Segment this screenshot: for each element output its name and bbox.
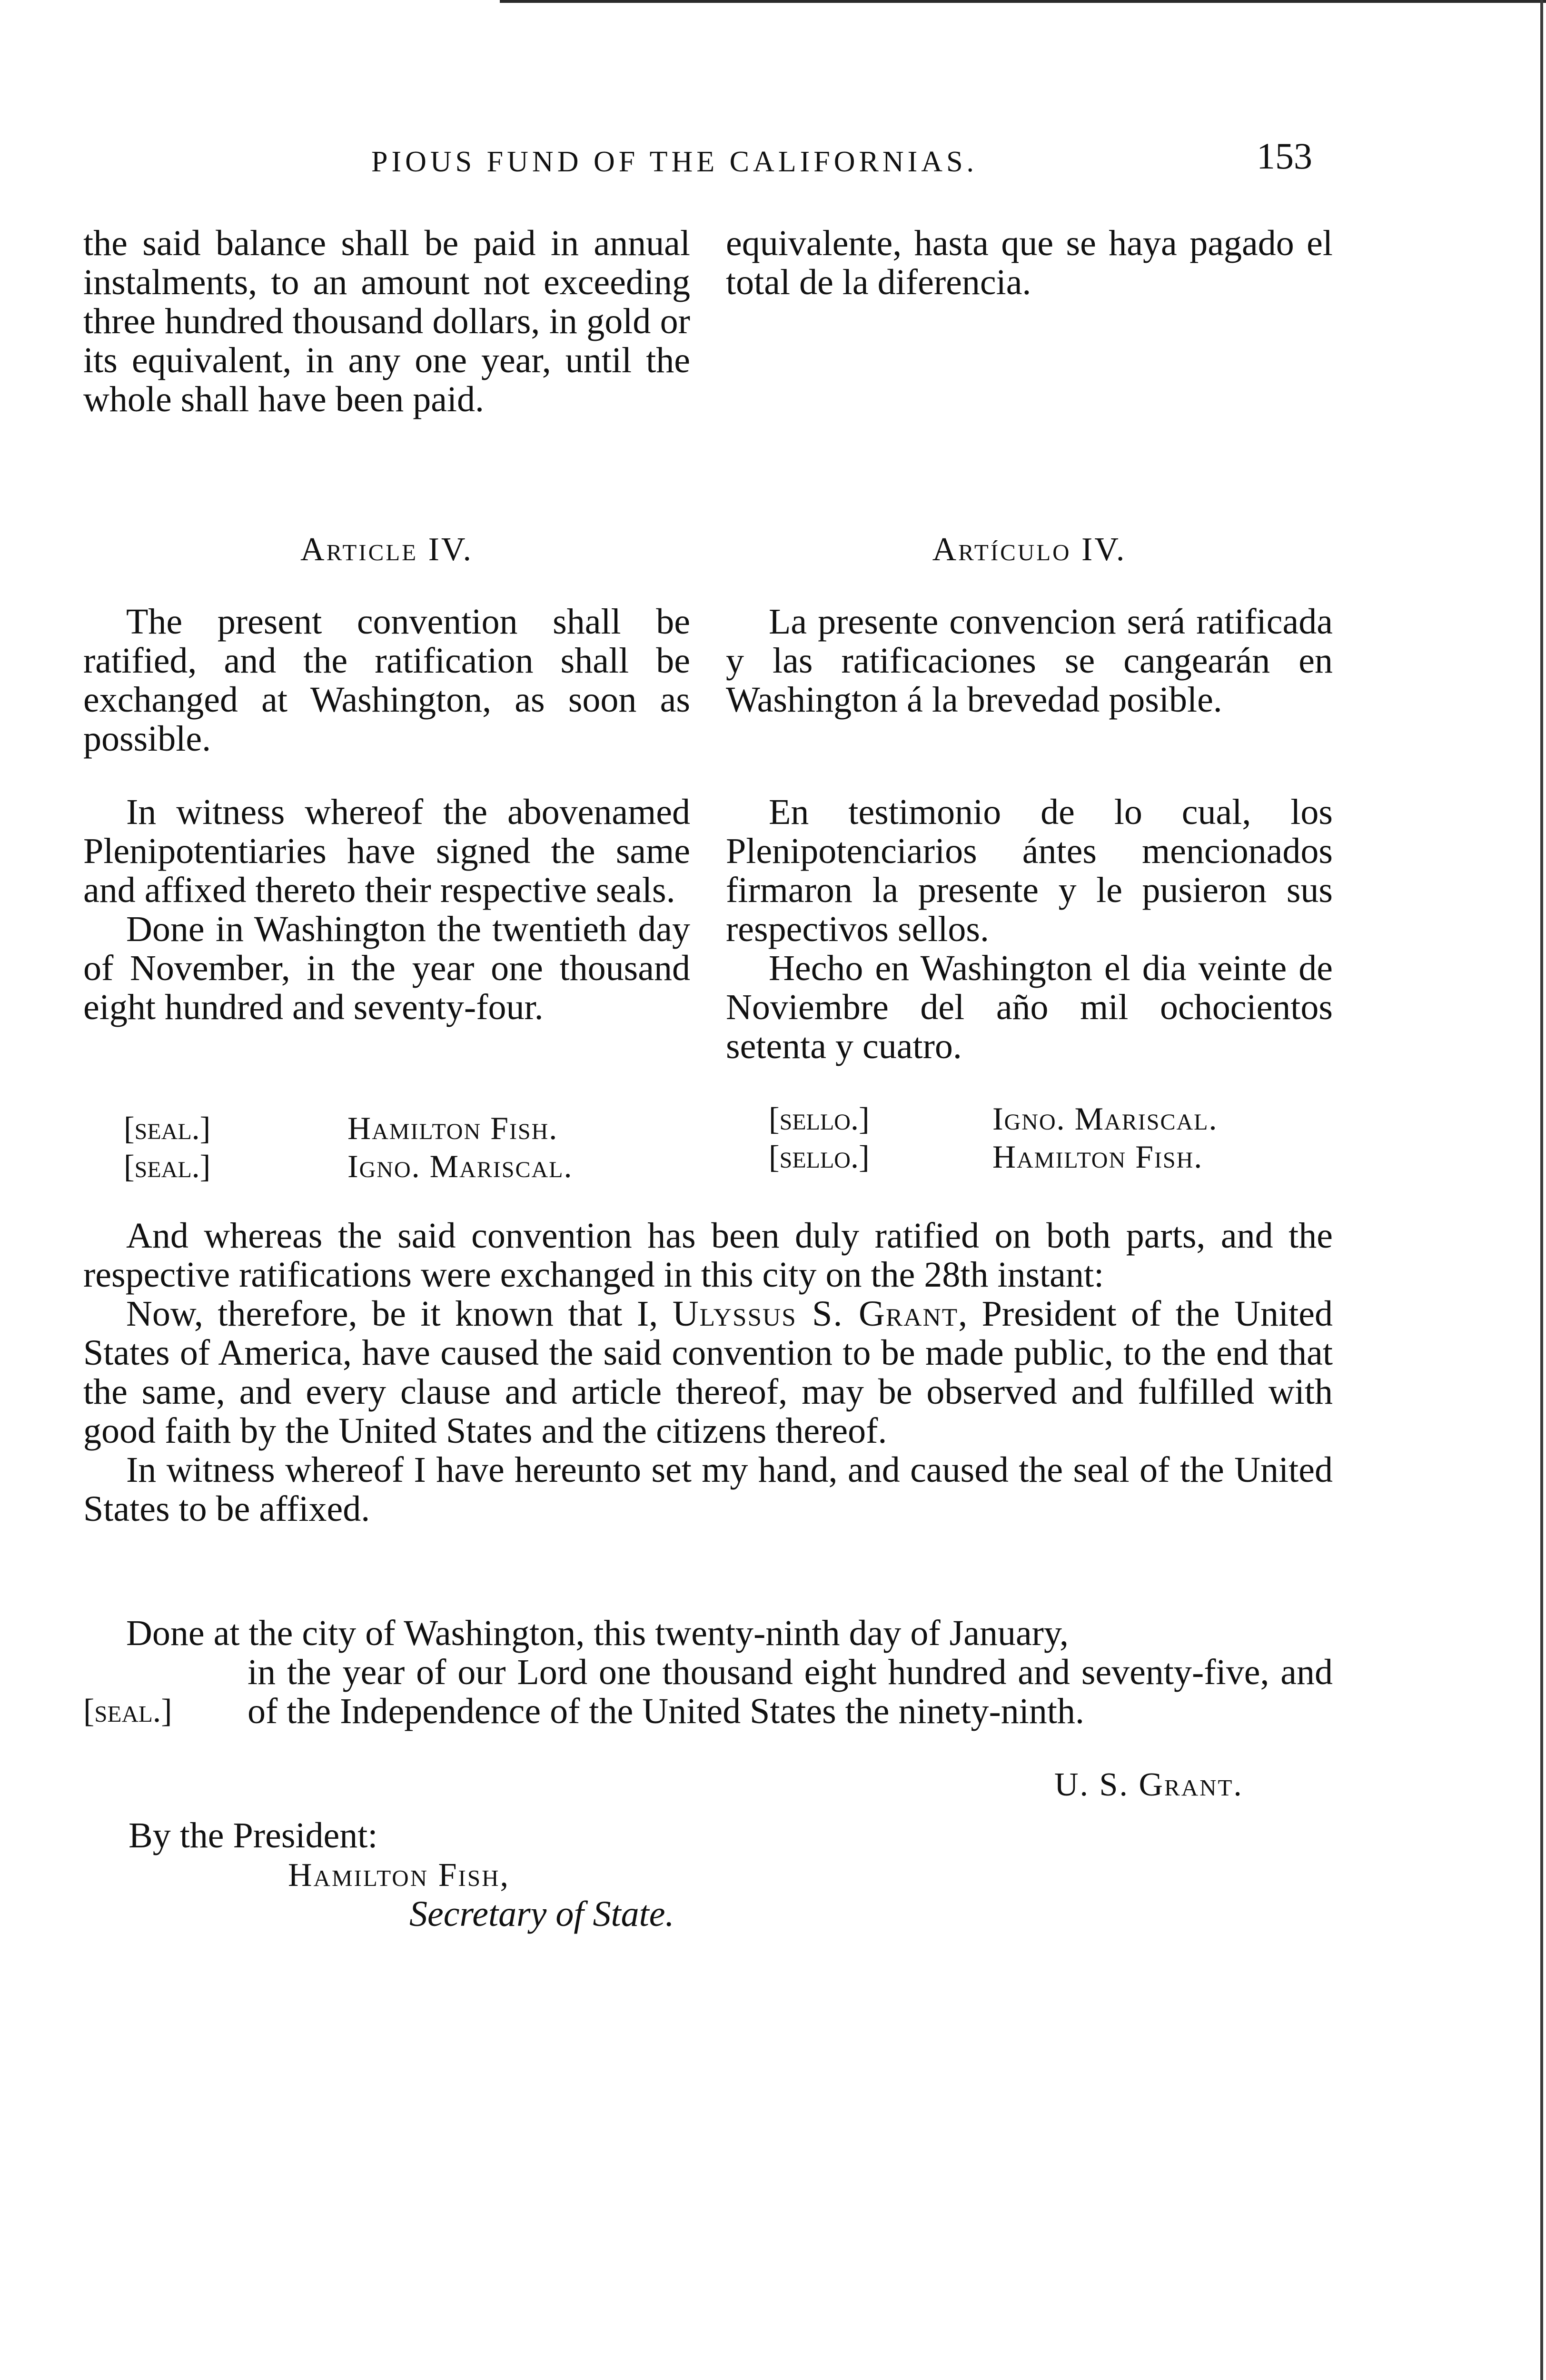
english-article-heading: Article IV. — [300, 531, 473, 568]
seal-mark: [sello.] — [769, 1139, 870, 1175]
spanish-witness-text: En testimonio de lo cual, los Plenipotenciarios ántes mencionados firmaron la presente y le pusieron sus respectivos sellos. — [726, 792, 1333, 949]
english-done-text: Done in Washington the twentieth day of November, in the year one thousand eight hundred and seventy-four. — [83, 909, 690, 1027]
signatory-name: Hamilton Fish. — [347, 1110, 558, 1146]
spanish-witness-block — [726, 793, 1333, 1066]
english-witness-block — [83, 793, 690, 1027]
spanish-done-text: Hecho en Washington el dia veinte de Noviembre del año mil ochocientos setenta y cuatro. — [726, 948, 1333, 1066]
done-block — [83, 1614, 1333, 1731]
signatory-name: Hamilton Fish. — [992, 1139, 1203, 1175]
seal-mark: [seal.] — [124, 1110, 211, 1146]
by-the-president: By the President: — [129, 1815, 378, 1855]
english-signature-row — [124, 1109, 558, 1147]
english-article-text: The present convention shall be ratified, and the ratification shall be exchanged at Washington, as soon as possible. — [83, 602, 690, 759]
spanish-continuation — [726, 224, 1333, 302]
done-rest-text: in the year of our Lord one thousand eight hundred and seventy-five, and of the Independence of the United States the ninety-ninth. — [248, 1652, 1333, 1731]
english-continuation-text: the said balance shall be paid in annual instalments, to an amount not exceeding three hundred thousand dollars, in gold or its equivalent, in any one year, until the whole shall have been paid. — [83, 223, 690, 419]
seal-mark: [sello.] — [769, 1101, 870, 1137]
top-border-rule — [500, 0, 1546, 3]
spanish-article-text: La presente convencion será ratificada y las ratificaciones se cangearán en Washington á la brevedad posible. — [726, 602, 1333, 720]
page-number: 153 — [1257, 135, 1312, 177]
english-signature-row — [124, 1147, 573, 1185]
right-border-rule — [1540, 0, 1543, 2380]
secretary-title: Secretary of State. — [409, 1894, 674, 1934]
done-first-line: Done at the city of Washington, this twenty-ninth day of January, — [126, 1613, 1069, 1653]
spanish-article-heading: Artículo IV. — [932, 531, 1127, 568]
secretary-name: Hamilton Fish, — [288, 1857, 510, 1894]
english-witness-text: In witness whereof the abovenamed Plenipotentiaries have signed the same and affixed thereto their respective seals. — [83, 792, 690, 910]
president-name: Ulyssus S. Grant — [672, 1294, 959, 1334]
spanish-continuation-text: equivalente, hasta que se haya pagado el total de la diferencia. — [726, 223, 1333, 302]
whereas-paragraph: And whereas the said convention has been duly ratified on both parts, and the respective ratifications were exchanged in this city on the 28th instant: — [83, 1216, 1333, 1295]
signatory-name: Igno. Mariscal. — [347, 1148, 573, 1184]
now-after-text: , President of the United States of America, have caused the said convention to be made public, to the end that the same, and every clause and article thereof, may be observed and fulfilled with good faith by the United States and the citizens thereof. — [83, 1294, 1333, 1451]
now-before-text: Now, therefore, be it known that I, — [126, 1294, 673, 1334]
english-article-body — [83, 602, 690, 758]
english-continuation — [83, 224, 690, 419]
signatory-name: Igno. Mariscal. — [992, 1101, 1218, 1137]
spanish-article-body — [726, 602, 1333, 719]
spanish-signature-row — [769, 1138, 1203, 1176]
proclamation-body — [83, 1216, 1333, 1528]
witness-paragraph: In witness whereof I have hereunto set my hand, and caused the seal of the United States to be affixed. — [83, 1450, 1333, 1529]
now-therefore-paragraph — [83, 1294, 1333, 1450]
president-signature: U. S. Grant. — [1054, 1766, 1243, 1803]
running-head: PIOUS FUND OF THE CALIFORNIAS. — [371, 146, 978, 178]
spanish-signature-row — [769, 1100, 1218, 1138]
seal-mark: [seal.] — [83, 1693, 172, 1729]
seal-mark: [seal.] — [124, 1148, 211, 1184]
